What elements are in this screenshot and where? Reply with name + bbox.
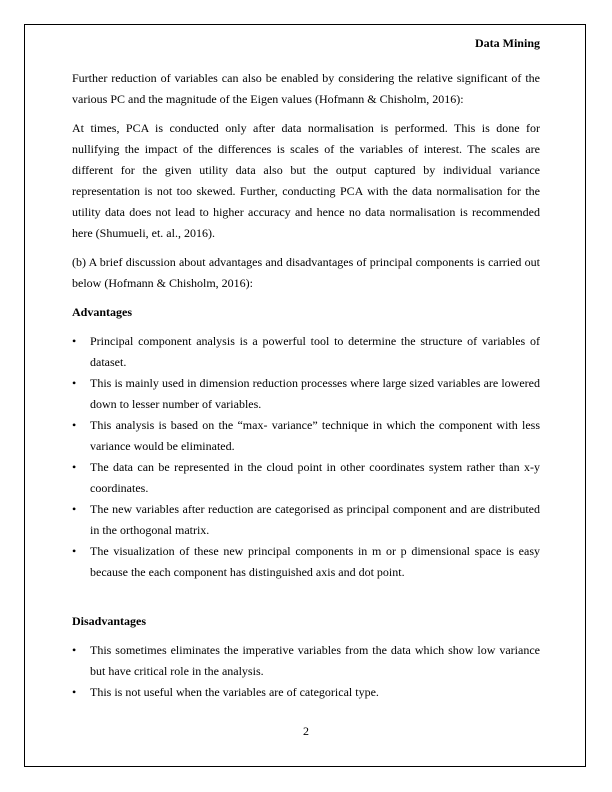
advantages-list xyxy=(72,331,540,583)
bullet-icon: • xyxy=(72,643,77,657)
list-item: • Principal component analysis is a powerful tool to determine the structure of variables of dataset. xyxy=(72,331,540,373)
spacer xyxy=(72,591,540,611)
list-item: • This is not useful when the variables are of categorical type. xyxy=(72,682,540,703)
advantages-heading: Advantages xyxy=(72,305,133,319)
list-item: • This is mainly used in dimension reduction processes where large sized variables are lowered down to lesser number of variables. xyxy=(72,373,540,415)
paragraph-3: (b) A brief discussion about advantages and disadvantages of principal components is carried out below (Hofmann & Chisholm, 2016): xyxy=(72,255,540,290)
bullet-icon: • xyxy=(72,460,77,474)
list-item: • This sometimes eliminates the imperative variables from the data which show low variance but have critical role in the analysis. xyxy=(72,640,540,682)
bullet-icon: • xyxy=(72,685,77,699)
disadvantages-list xyxy=(72,640,540,703)
bullet-icon: • xyxy=(72,418,77,432)
bullet-icon: • xyxy=(72,544,77,558)
page-number: 2 xyxy=(303,724,309,738)
bullet-icon: • xyxy=(72,376,77,390)
list-item: • The new variables after reduction are categorised as principal component and are distributed in the orthogonal matrix. xyxy=(72,499,540,541)
document-body xyxy=(72,68,540,711)
bullet-icon: • xyxy=(72,334,77,348)
bullet-icon: • xyxy=(72,502,77,516)
list-item: • This analysis is based on the “max- variance” technique in which the component with less variance would be eliminated. xyxy=(72,415,540,457)
paragraph-2: At times, PCA is conducted only after data normalisation is performed. This is done for nullifying the impact of the differences is scales of the variables of interest. The scales are different for the given utility data also but the output captured by individual variance representation is not too skewed. Further, conducting PCA with the data normalisation for the utility data does not lead to higher accuracy and hence no data normalisation is recommended here (Shumueli, et. al., 2016). xyxy=(72,121,540,240)
disadvantages-heading: Disadvantages xyxy=(72,614,147,628)
header-title: Data Mining xyxy=(474,36,540,50)
paragraph-1: Further reduction of variables can also be enabled by considering the relative significant of the various PC and the magnitude of the Eigen values (Hofmann & Chisholm, 2016): xyxy=(72,71,540,106)
list-item: • The data can be represented in the cloud point in other coordinates system rather than x-y coordinates. xyxy=(72,457,540,499)
list-item: • The visualization of these new principal components in m or p dimensional space is easy because the each component has distinguished axis and dot point. xyxy=(72,541,540,583)
